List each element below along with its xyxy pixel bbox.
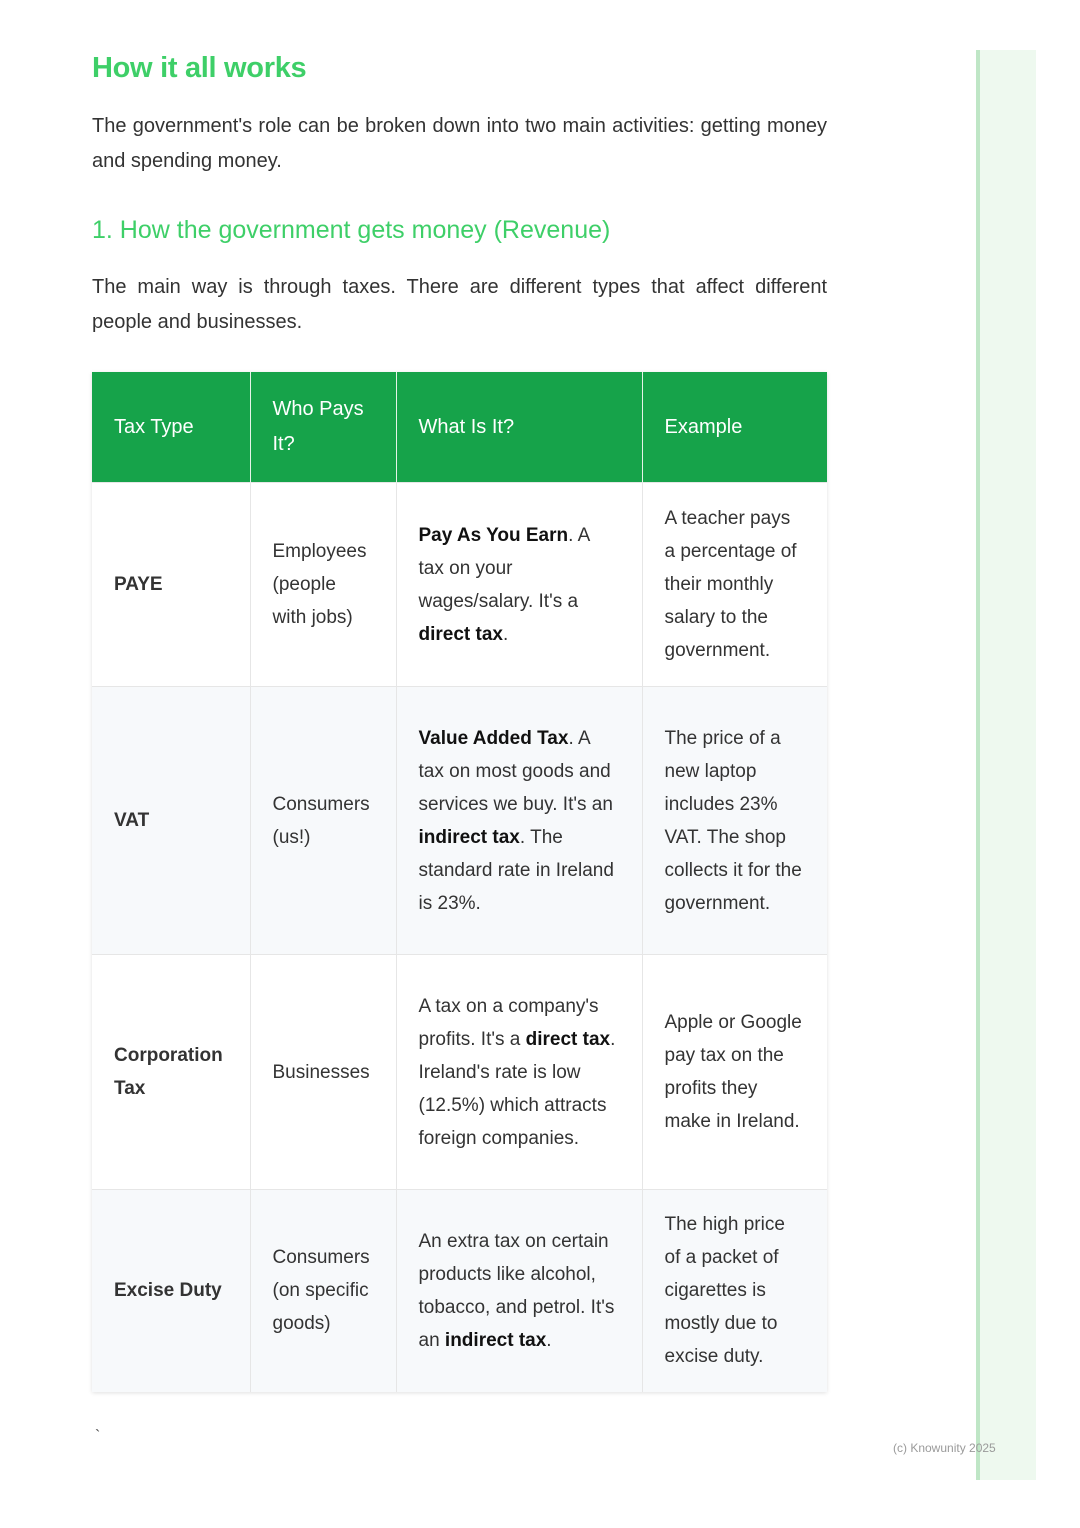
cell-what-is-it: An extra tax on certain products like alcohol, tobacco, and petrol. It's an indirect tax. <box>396 1190 642 1392</box>
cell-who-pays: Consumers (on specific goods) <box>250 1190 396 1392</box>
intro-paragraph: The government's role can be broken down into two main activities: getting money and spending money. <box>92 115 827 172</box>
table-row <box>92 483 827 687</box>
section-intro-paragraph: The main way is through taxes. There are different types that affect different people and businesses. <box>92 276 827 333</box>
cell-tax-type: Excise Duty <box>92 1190 250 1392</box>
cell-who-pays: Employees (people with jobs) <box>250 483 396 687</box>
cell-what-is-it: A tax on a company's profits. It's a direct tax. Ireland's rate is low (12.5%) which attracts foreign companies. <box>396 955 642 1190</box>
header-who-pays: Who Pays It? <box>250 372 396 483</box>
bold-term: Pay As You Earn <box>418 524 569 546</box>
bold-term: indirect tax <box>444 1329 547 1351</box>
page-title: How it all works <box>92 52 307 84</box>
cell-example: Apple or Google pay tax on the profits they make in Ireland. <box>642 955 827 1190</box>
header-example: Example <box>642 372 827 483</box>
bold-term: direct tax <box>525 1028 611 1050</box>
side-margin-panel <box>976 50 1036 1480</box>
cell-who-pays: Businesses <box>250 955 396 1190</box>
cell-what-is-it: Pay As You Earn. A tax on your wages/salary. It's a direct tax. <box>396 483 642 687</box>
header-what-is-it: What Is It? <box>396 372 642 483</box>
cell-tax-type: VAT <box>92 687 250 955</box>
section-heading: 1. How the government gets money (Revenue) <box>92 216 611 244</box>
table-row <box>92 1190 827 1392</box>
bold-term: indirect tax <box>418 826 520 848</box>
cell-who-pays: Consumers (us!) <box>250 687 396 955</box>
cell-what-is-it: Value Added Tax. A tax on most goods and services we buy. It's an indirect tax. The standard rate in Ireland is 23%. <box>396 687 642 955</box>
cell-example: A teacher pays a percentage of their monthly salary to the government. <box>642 483 827 687</box>
cell-example: The price of a new laptop includes 23% VAT. The shop collects it for the government. <box>642 687 827 955</box>
bold-term: direct tax <box>418 623 503 645</box>
table-row <box>92 955 827 1190</box>
cell-tax-type: PAYE <box>92 483 250 687</box>
copyright-footer: (c) Knowunity 2025 <box>893 1441 996 1455</box>
table-row <box>92 687 827 955</box>
cell-tax-type: Corporation Tax <box>92 955 250 1190</box>
stray-mark: ` <box>95 1428 101 1445</box>
header-tax-type: Tax Type <box>92 372 250 483</box>
tax-table <box>92 372 827 1392</box>
table-header-row <box>92 372 827 483</box>
bold-term: Value Added Tax <box>418 727 569 749</box>
cell-example: The high price of a packet of cigarettes is mostly due to excise duty. <box>642 1190 827 1392</box>
